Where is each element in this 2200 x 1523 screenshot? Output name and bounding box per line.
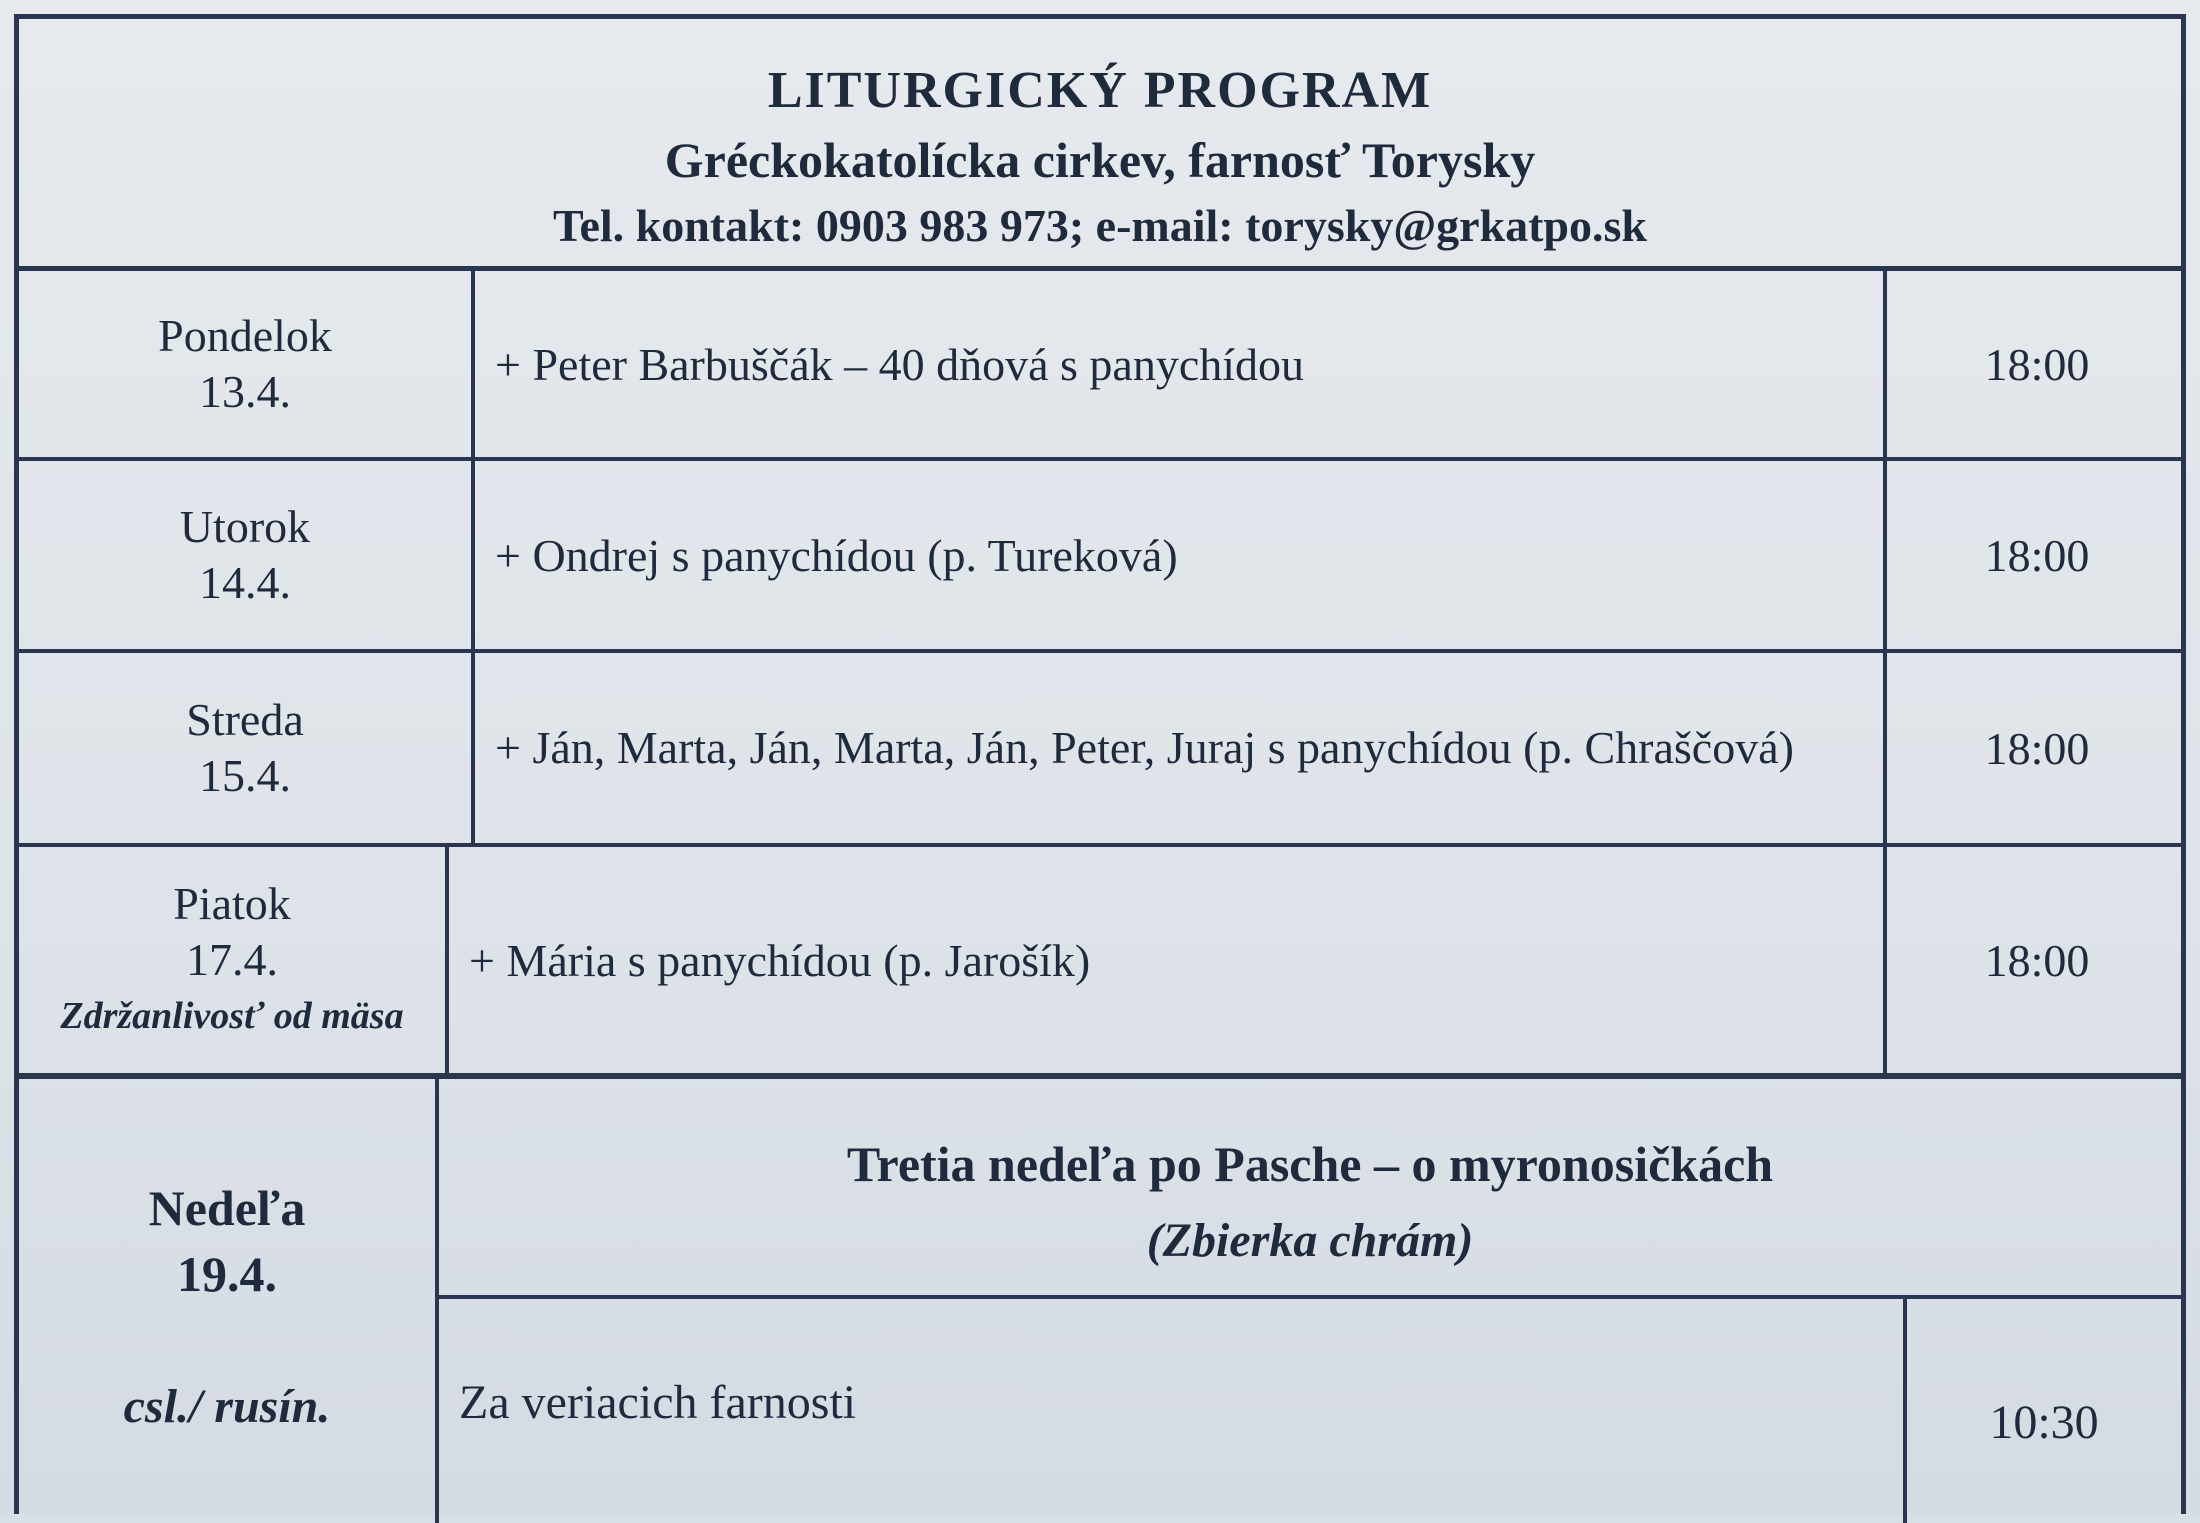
collection-note: (Zbierka chrám) (1146, 1214, 1474, 1267)
day-name: Piatok (173, 878, 291, 929)
liturgy-language: csl./ rusín. (123, 1380, 331, 1433)
sunday-day-cell (19, 1079, 439, 1523)
time-cell (1887, 847, 2187, 1073)
sunday-title: Tretia nedeľa po Pasche – o myronosičkách (846, 1136, 1774, 1192)
fasting-note: Zdržanlivosť od mäsa (60, 995, 404, 1037)
day-date: 19.4. (177, 1246, 277, 1302)
time-cell (1887, 271, 2187, 457)
intention-cell (475, 461, 1887, 649)
service-time: 18:00 (1984, 338, 2090, 390)
table-row (19, 271, 2181, 461)
day-cell (19, 653, 475, 843)
day-date: 14.4. (199, 557, 291, 608)
table-row (19, 653, 2181, 847)
day-date: 13.4. (199, 366, 291, 417)
intention-text: + Ondrej s panychídou (p. Tureková) (495, 529, 1178, 581)
intention-cell (475, 271, 1887, 457)
day-name: Utorok (179, 501, 311, 552)
intention-cell (449, 847, 1887, 1073)
intention-text: + Ján, Marta, Ján, Marta, Ján, Peter, Juraj s panychídou (p. Chraščová) (495, 722, 1794, 773)
table-row (19, 461, 2181, 653)
day-name: Nedeľa (148, 1180, 306, 1236)
program-title: LITURGICKÝ PROGRAM (767, 62, 1433, 119)
day-name: Streda (186, 694, 304, 745)
table-row (19, 847, 2181, 1073)
day-date: 17.4. (186, 934, 278, 985)
intention-cell (475, 653, 1887, 843)
liturgical-program-table (14, 14, 2186, 1514)
intention-cell (439, 1299, 1907, 1523)
service-time: 18:00 (1984, 722, 2090, 774)
sunday-block (19, 1073, 2181, 1523)
time-cell (1887, 653, 2187, 843)
time-cell (1887, 461, 2187, 649)
intention-text: + Peter Barbuščák – 40 dňová s panychídou (495, 338, 1305, 390)
time-cell (1907, 1299, 2181, 1523)
day-cell (19, 271, 475, 457)
service-time: 10:30 (1989, 1396, 2099, 1449)
parish-name: Gréckokatolícka cirkev, farnosť Torysky (664, 132, 1536, 188)
day-cell (19, 461, 475, 649)
intention-text: Za veriacich farnosti (459, 1376, 857, 1429)
day-cell (19, 847, 449, 1073)
sunday-heading-cell (439, 1079, 2181, 1299)
day-date: 15.4. (199, 750, 291, 801)
day-name: Pondelok (158, 310, 332, 361)
program-header (19, 19, 2181, 271)
service-time: 18:00 (1984, 934, 2090, 986)
service-time: 18:00 (1984, 529, 2090, 581)
intention-text: + Mária s panychídou (p. Jarošík) (469, 934, 1091, 986)
contact-info: Tel. kontakt: 0903 983 973; e-mail: torysky@grkatpo.sk (552, 200, 1647, 251)
